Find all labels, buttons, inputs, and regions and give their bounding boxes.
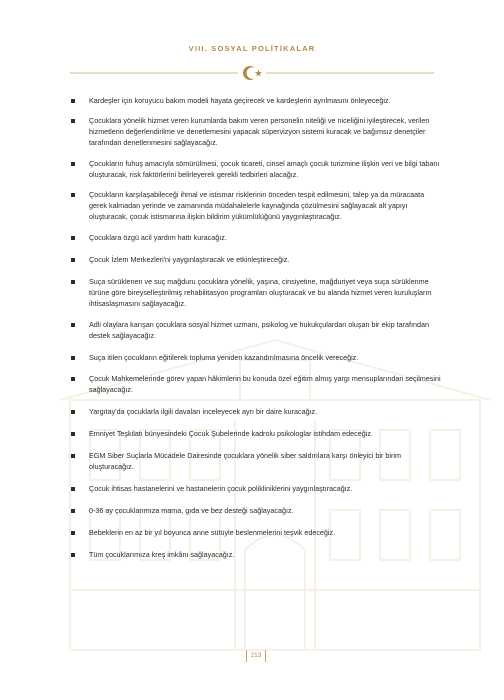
crescent-star-divider (70, 64, 434, 82)
list-item: Tüm çocuklarımıza kreş imkânı sağlayacağız. (71, 550, 441, 561)
list-item: Çocuklara özgü acil yardım hattı kuracağız. (71, 233, 441, 244)
list-item: 0-36 ay çocuklarımıza mama, gıda ve bez desteği sağlayacağız. (71, 506, 441, 517)
page-header (0, 44, 504, 53)
list-item: Kardeşler için koruyucu bakım modeli hayata geçirecek ve kardeşlerin ayrılmasını önleyeceğiz. (71, 96, 441, 107)
list-item: EGM Siber Suçlarla Mücadele Dairesinde çocuklara yönelik siber saldırılara karşı önleyici bir birim oluşturacağız. (71, 451, 441, 473)
list-item: Bebeklerin en az bir yıl boyunca anne sütüyle beslenmelerini teşvik edeceğiz. (71, 528, 441, 539)
list-item: Suça sürüklenen ve suç mağduru çocuklara yönelik, yaşına, cinsiyetine, mağduriyet veya suça sürüklenme türüne göre bireyselleştirilmiş rehabilitasyon programları oluşturacak ve bu alanda hizmet veren kuruluşların ihtisaslaşmasını sağlayacağız. (71, 277, 441, 310)
list-item: Yargıtay'da çocuklarla ilgili davaları inceleyecek ayrı bir daire kuracağız. (71, 407, 441, 418)
list-item: Emniyet Teşkilatı bünyesindeki Çocuk Şubelerinde kadrolu psikologlar istihdam edeceğiz. (71, 429, 441, 440)
policy-bullet-list (71, 96, 441, 560)
list-item: Çocukların fuhuş amacıyla sömürülmesi, çocuk ticareti, cinsel amaçlı çocuk turizmine ilişkin veri ve bilgi tabanı oluşturacak, risk faktörlerini belirleyerek gerekli tedbirleri alacağız. (71, 159, 441, 181)
list-item: Çocuklara yönelik hizmet veren kurumlarda bakım veren personelin niteliği ve niceliğini iyileştirecek, verilen hizmetlerin değerlendirilme ve denetlemesini yapacak süpervizyon sistemi kuracak ve bağımsız denetçiler tarafından denetlenmesini sağlayacağız. (71, 116, 441, 149)
list-item: Suça itilen çocukların eğitilerek topluma yeniden kazandırılmasına öncelik vereceğiz. (71, 353, 441, 364)
list-item: Çocuk ihtisas hastanelerini ve hastanelerin çocuk polikliniklerini yaygınlaştıracağız. (71, 484, 441, 495)
page-number: 213 (246, 650, 266, 662)
list-item: Çocuk Mahkemelerinde görev yapan hâkimlerin bu konuda özel eğitim almış yargı mensuplarından seçilmesini sağlayacağız. (71, 374, 441, 396)
section-title: VIII. SOSYAL POLİTİKALAR (188, 44, 316, 53)
list-item: Çocukların karşılaşabileceği ihmal ve istismar risklerinin önceden tespit edilmesini, talep ya da müracaata gerek kalmadan yerinde ve zamanında müdahalelerle kaynağında çözülmesini sağlayacak alt yapıyı oluşturacak, çocuk istismarına ilişkin bildirim yükümlülüğünü yaygınlaştıracağız. (71, 190, 441, 223)
crescent-star-icon (243, 66, 262, 80)
list-item: Adli olaylara karışan çocuklara sosyal hizmet uzmanı, psikolog ve hukukçulardan oluşan bir ekip tarafından destek sağlayacağız. (71, 320, 441, 342)
list-item: Çocuk İzlem Merkezleri'ni yaygınlaştıracak ve etkinleştireceğiz. (71, 255, 441, 266)
